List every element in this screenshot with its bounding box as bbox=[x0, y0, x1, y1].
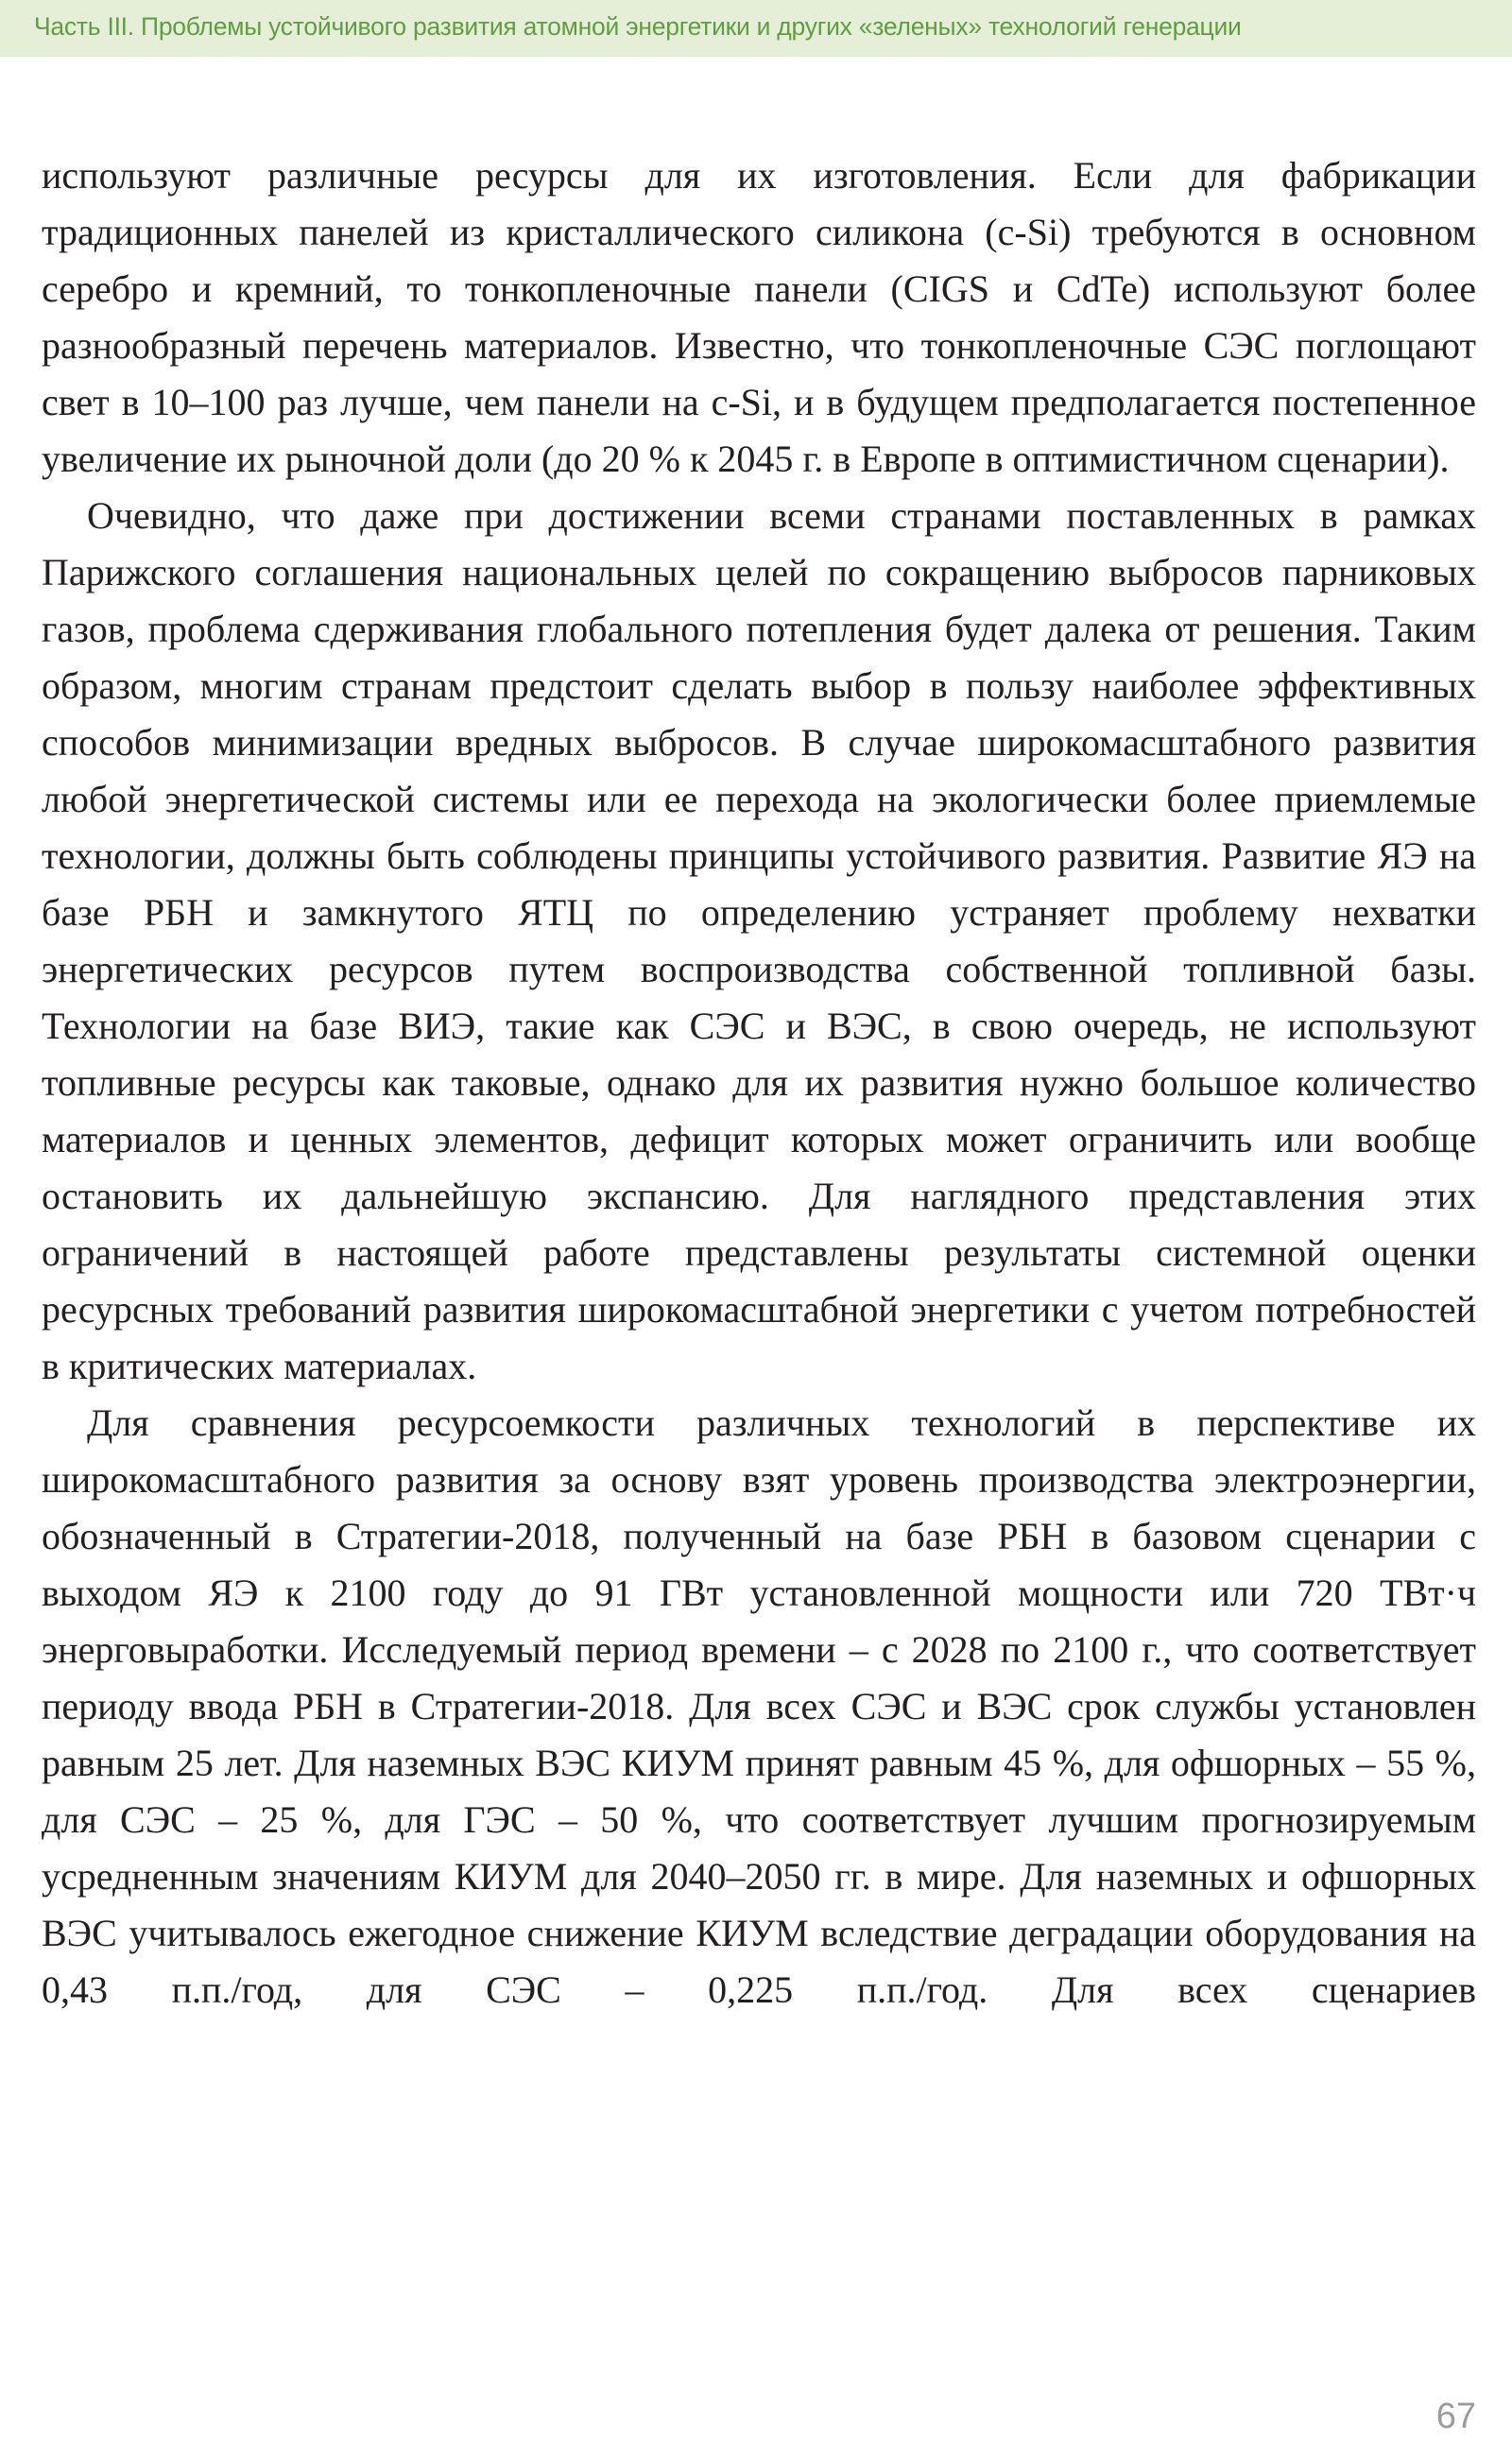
paragraph-continuation: используют различные ресурсы для их изготовления. Если для фабрикации традиционных панелей из кристаллического силикона (c-Si) требуются в основном серебро и кремний, то тонкопленочные панели (CIGS и CdTe) используют более разнообразный перечень материалов. Известно, что тонкопленочные СЭС поглощают свет в 10–100 раз лучше, чем панели на c-Si, и в будущем предполагается постепенное увеличение их рыночной доли (до 20 % к 2045 г. в Европе в оптимистичном сценарии). bbox=[42, 154, 1476, 480]
paragraph-sustainability: Очевидно, что даже при достижении всеми странами поставленных в рамках Парижского соглашения национальных целей по сокращению выбросов парниковых газов, проблема сдерживания глобального потепления будет далека от решения. Таким образом, многим странам предстоит сделать выбор в пользу наиболее эффективных способов минимизации вредных выбросов. В случае широкомасштабного развития любой энергетической системы или ее перехода на экологически более приемлемые технологии, должны быть соблюдены принципы устойчивого развития. Развитие ЯЭ на базе РБН и замкнутого ЯТЦ по определению устраняет проблему нехватки энергетических ресурсов путем воспроизводства собственной топливной базы. Технологии на базе ВИЭ, такие как СЭС и ВЭС, в свою очередь, не используют топливные ресурсы как таковые, однако для их развития нужно большое количество материалов и ценных элементов, дефицит которых может ограничить или вообще остановить их дальнейшую экспансию. Для наглядного представления этих ограничений в настоящей работе представлены результаты системной оценки ресурсных требований развития широкомасштабной энергетики с учетом потребностей в критических материалах. bbox=[42, 494, 1476, 1387]
running-header bbox=[0, 0, 1512, 57]
paragraph-resource-comparison: Для сравнения ресурсоемкости различных технологий в перспективе их широкомасштабного развития за основу взят уровень производства электроэнергии, обозначенный в Стратегии-2018, полученный на базе РБН в базовом сценарии с выходом ЯЭ к 2100 году до 91 ГВт установленной мощности или 720 ТВт·ч энерговыработки. Исследуемый период времени – с 2028 по 2100 г., что соответствует периоду ввода РБН в Стратегии-2018. Для всех СЭС и ВЭС срок службы установлен равным 25 лет. Для наземных ВЭС КИУМ принят равным 45 %, для офшорных – 55 %, для СЭС – 25 %, для ГЭС – 50 %, что соответствует лучшим прогнозируемым усредненным значениям КИУМ для 2040–2050 гг. в мире. Для наземных и офшорных ВЭС учитывалось ежегодное снижение КИУМ вследствие деградации оборудования на 0,43 п.п./год, для СЭС – 0,225 п.п./год. Для всех сценариев bbox=[42, 1401, 1476, 2011]
page-body bbox=[42, 147, 1476, 2019]
running-header-title: Часть III. Проблемы устойчивого развития атомной энергетики и других «зеленых» технологий генерации bbox=[34, 12, 1242, 41]
page-number: 67 bbox=[1435, 2397, 1476, 2436]
